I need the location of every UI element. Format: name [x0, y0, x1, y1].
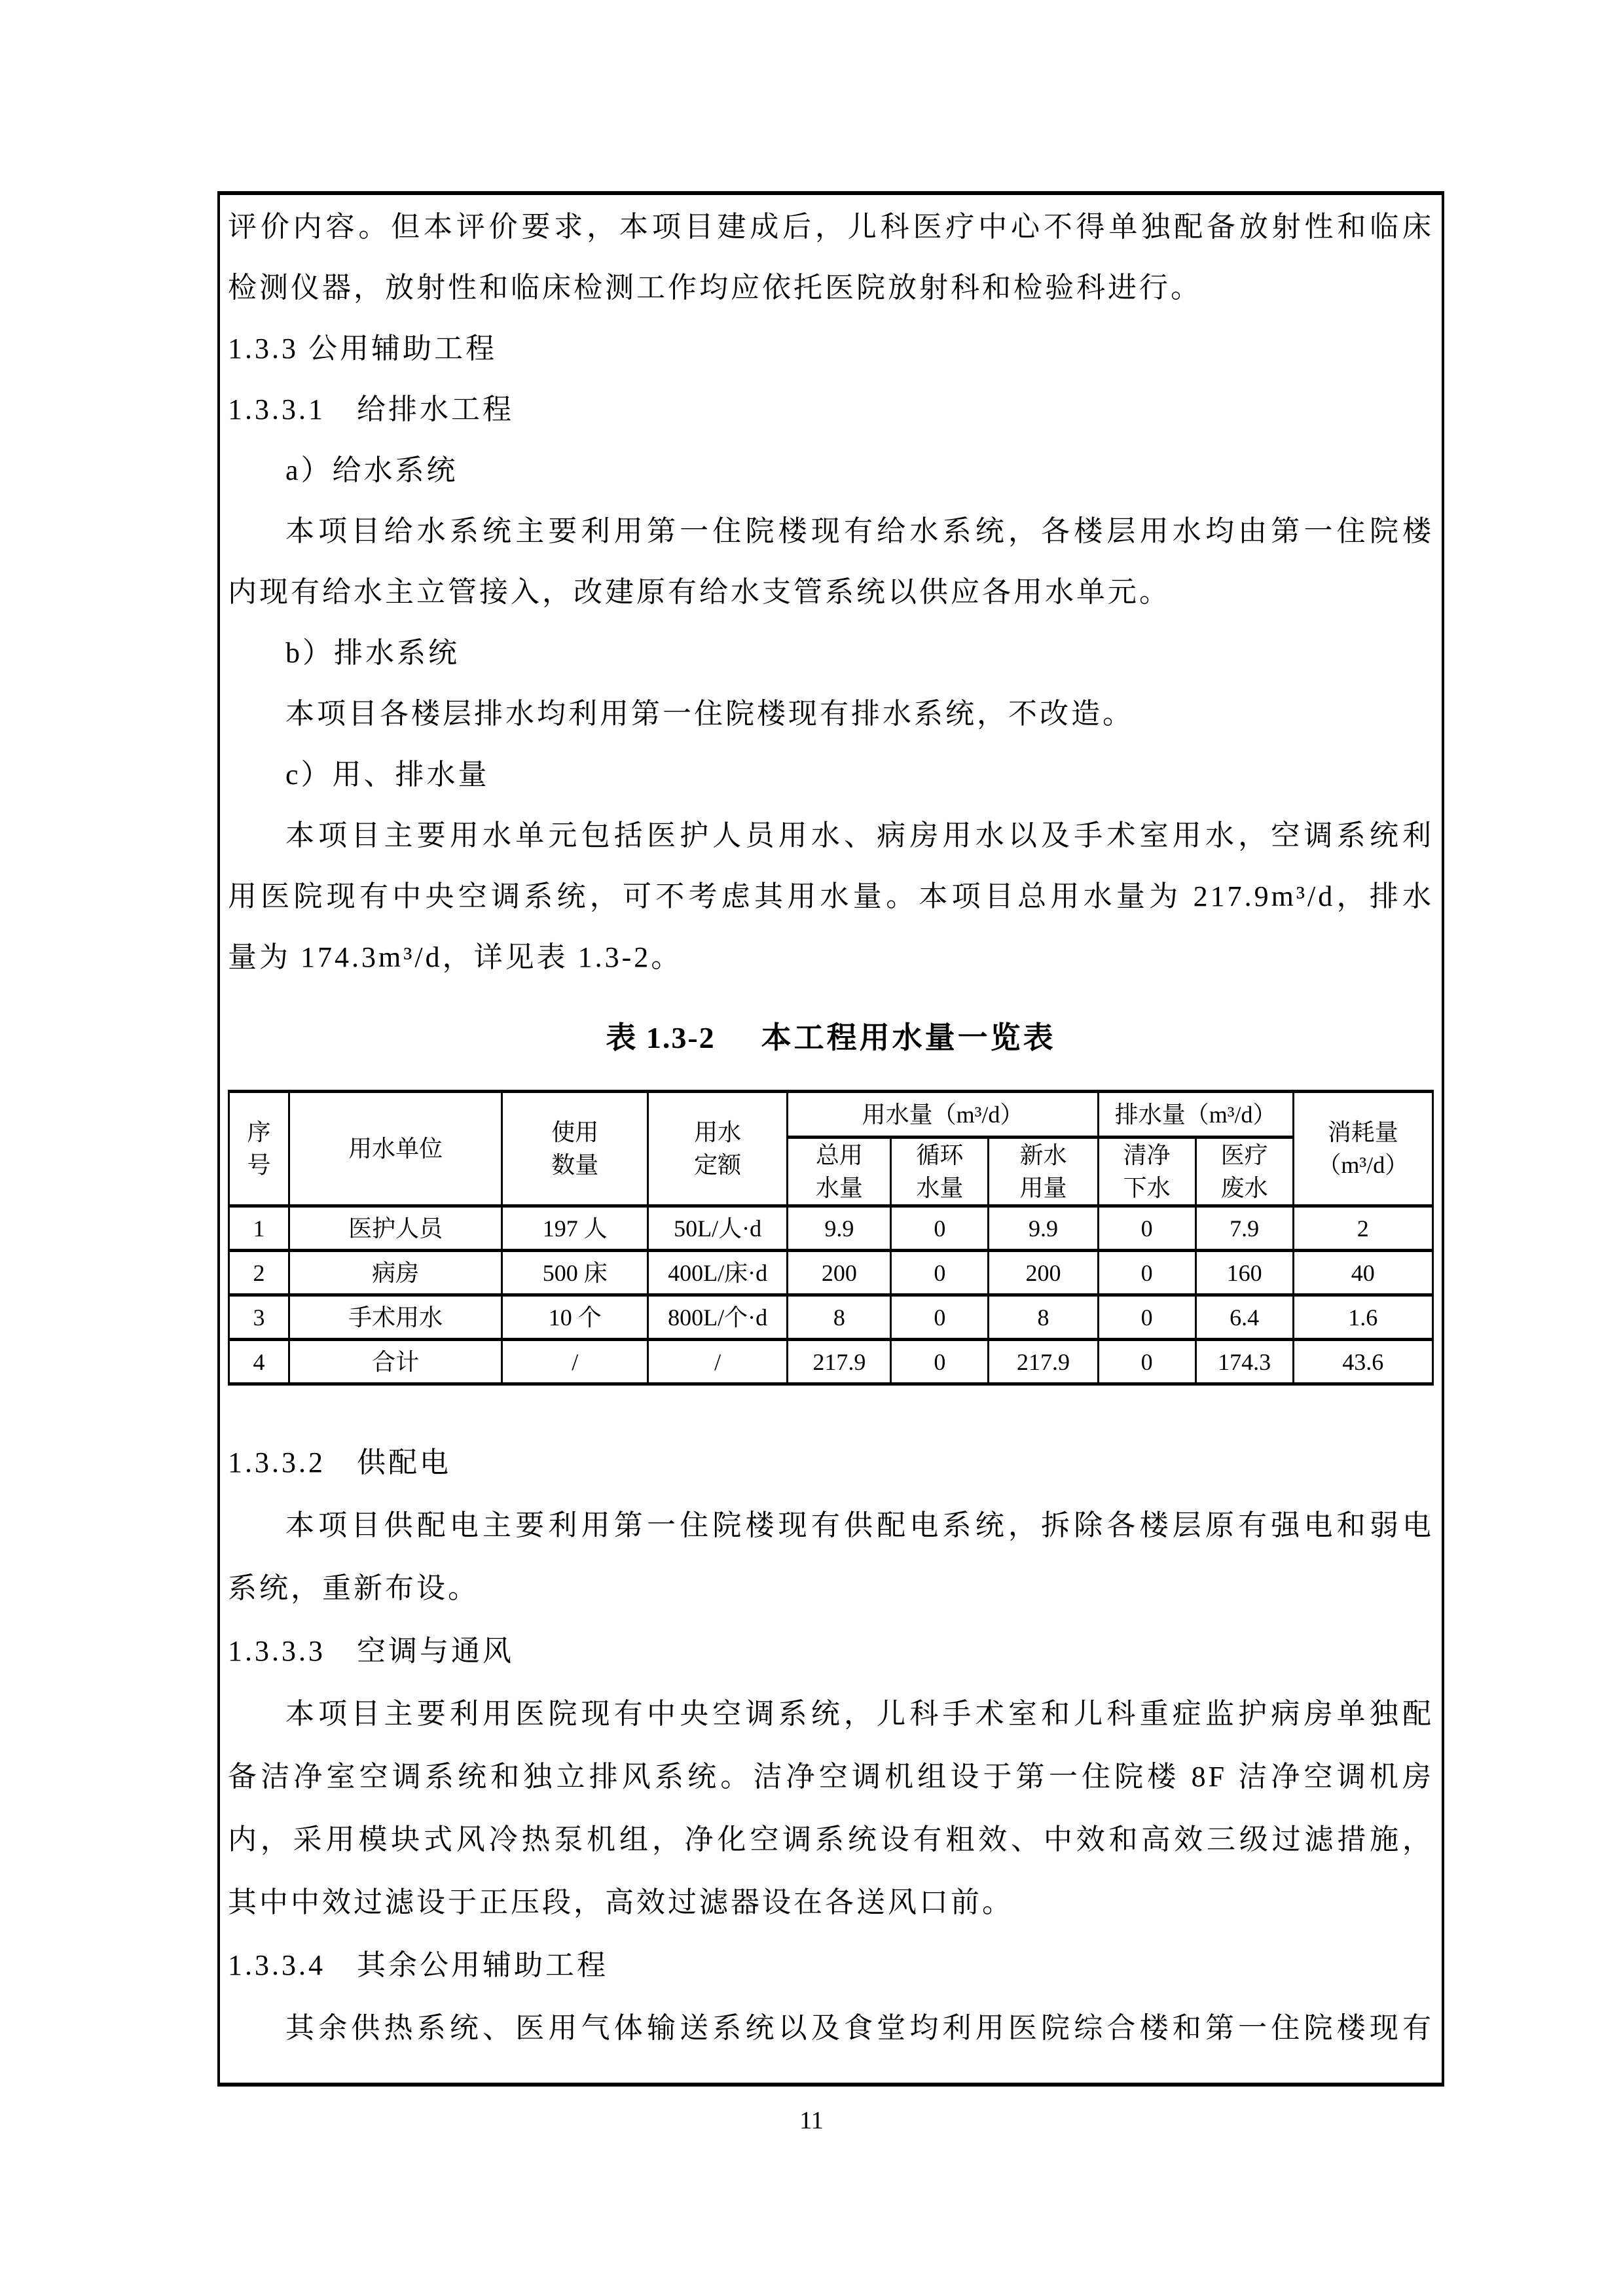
cell-quota: 50L/人·d [647, 1206, 787, 1251]
header-sub-clean-line: 清净 [1123, 1142, 1171, 1168]
table-row [229, 1251, 1433, 1295]
body-line: 评价内容。但本评价要求，本项目建成后，儿科医疗中心不得单独配备放射性和临床 [228, 211, 1434, 243]
cell-fresh: 8 [989, 1295, 1098, 1340]
header-consume [1293, 1092, 1432, 1206]
body-line: 本项目各楼层排水均利用第一住院楼现有排水系统，不改造。 [285, 698, 1134, 730]
body-line: 用医院现有中央空调系统，可不考虑其用水量。本项目总用水量为 217.9m³/d，排水 [228, 880, 1434, 912]
cell-qty: 10 个 [502, 1295, 648, 1340]
cell-seq: 3 [229, 1295, 289, 1340]
header-sub-clean [1098, 1138, 1195, 1206]
header-consume-line: （m³/d） [1317, 1152, 1409, 1178]
body-line: 其中中效过滤设于正压段，高效过滤器设在各送风口前。 [228, 1886, 1013, 1918]
header-sub-total-line: 水量 [815, 1175, 863, 1201]
cell-qty: / [502, 1340, 648, 1384]
section-heading-1-3-3-3: 1.3.3.3 空调与通风 [228, 1635, 514, 1667]
header-seq-line: 序 [247, 1119, 271, 1145]
header-consume-line: 消耗量 [1327, 1119, 1398, 1145]
cell-unit: 医护人员 [289, 1206, 502, 1251]
page-number: 11 [799, 2107, 824, 2134]
cell-seq: 1 [229, 1206, 289, 1251]
cell-medical: 6.4 [1195, 1295, 1293, 1340]
cell-cycle: 0 [891, 1206, 989, 1251]
cell-cycle: 0 [891, 1295, 989, 1340]
header-sub-fresh-line: 用量 [1019, 1175, 1067, 1201]
table-row [229, 1295, 1433, 1340]
cell-clean: 0 [1098, 1206, 1195, 1251]
cell-clean: 0 [1098, 1251, 1195, 1295]
cell-total: 200 [788, 1251, 891, 1295]
header-sub-fresh [989, 1138, 1098, 1206]
header-drain-group: 排水量（m³/d） [1098, 1092, 1293, 1138]
section-heading-1-3-3-1: 1.3.3.1 给排水工程 [228, 393, 514, 425]
cell-cycle: 0 [891, 1340, 989, 1384]
header-sub-cycle [891, 1138, 989, 1206]
item-label-a: a）给水系统 [285, 454, 458, 486]
body-line: 内，采用模块式风冷热泵机组，净化空调系统设有粗效、中效和高效三级过滤措施， [228, 1823, 1434, 1856]
header-sub-total-line: 总用 [815, 1142, 863, 1168]
body-line: 本项目给水系统主要利用第一住院楼现有给水系统，各楼层用水均由第一住院楼 [285, 515, 1434, 547]
body-line: 本项目主要利用医院现有中央空调系统，儿科手术室和儿科重症监护病房单独配 [285, 1698, 1434, 1730]
cell-consume: 40 [1293, 1251, 1432, 1295]
body-line: 内现有给水主立管接入，改建原有给水支管系统以供应各用水单元。 [228, 576, 1171, 608]
body-line: 本项目主要用水单元包括医护人员用水、病房用水以及手术室用水，空调系统利 [285, 819, 1434, 852]
cell-total: 9.9 [788, 1206, 891, 1251]
cell-fresh: 9.9 [989, 1206, 1098, 1251]
cell-consume: 2 [1293, 1206, 1432, 1251]
header-quota-line: 用水 [694, 1119, 742, 1145]
header-unit: 用水单位 [289, 1092, 502, 1206]
header-sub-cycle-line: 水量 [916, 1175, 964, 1201]
cell-medical: 7.9 [1195, 1206, 1293, 1251]
page-content-frame [217, 191, 1444, 2087]
cell-qty: 197 人 [502, 1206, 648, 1251]
body-line: 检测仪器，放射性和临床检测工作均应依托医院放射科和检验科进行。 [228, 272, 1202, 304]
header-sub-clean-line: 下水 [1123, 1175, 1171, 1201]
section-heading-1-3-3-2: 1.3.3.2 供配电 [228, 1446, 451, 1479]
header-sub-medical-line: 医疗 [1220, 1142, 1268, 1168]
header-water-group: 用水量（m³/d） [788, 1092, 1098, 1138]
table-title [228, 1007, 1434, 1069]
header-sub-cycle-line: 循环 [916, 1142, 964, 1168]
cell-quota: / [647, 1340, 787, 1384]
body-line: 备洁净室空调系统和独立排风系统。洁净空调机组设于第一住院楼 8F 洁净空调机房 [228, 1761, 1434, 1793]
body-line: 其余供热系统、医用气体输送系统以及食堂均利用医院综合楼和第一住院楼现有 [285, 2012, 1434, 2044]
header-sub-medical-line: 废水 [1220, 1175, 1268, 1201]
cell-seq: 2 [229, 1251, 289, 1295]
section-heading-1-3-3-4: 1.3.3.4 其余公用辅助工程 [228, 1949, 608, 1981]
cell-clean: 0 [1098, 1340, 1195, 1384]
header-seq-line: 号 [247, 1152, 271, 1178]
cell-unit: 手术用水 [289, 1295, 502, 1340]
header-qty [502, 1092, 648, 1206]
cell-fresh: 200 [989, 1251, 1098, 1295]
header-seq [229, 1092, 289, 1206]
cell-consume: 43.6 [1293, 1340, 1432, 1384]
cell-fresh: 217.9 [989, 1340, 1098, 1384]
body-line: 量为 174.3m³/d，详见表 1.3-2。 [228, 941, 683, 973]
header-sub-total [788, 1138, 891, 1206]
table-row [229, 1206, 1433, 1251]
body-line: 系统，重新布设。 [228, 1572, 479, 1604]
table-title-label: 表 1.3-2 [606, 1021, 716, 1054]
header-quota-line: 定额 [694, 1152, 742, 1178]
cell-quota: 400L/床·d [647, 1251, 787, 1295]
water-usage-table [228, 1090, 1434, 1386]
cell-qty: 500 床 [502, 1251, 648, 1295]
cell-medical: 174.3 [1195, 1340, 1293, 1384]
header-sub-medical [1195, 1138, 1293, 1206]
cell-total: 217.9 [788, 1340, 891, 1384]
cell-unit: 病房 [289, 1251, 502, 1295]
cell-cycle: 0 [891, 1251, 989, 1295]
cell-seq: 4 [229, 1340, 289, 1384]
cell-medical: 160 [1195, 1251, 1293, 1295]
header-sub-fresh-line: 新水 [1019, 1142, 1067, 1168]
header-qty-line: 使用 [551, 1119, 599, 1145]
body-line: 本项目供配电主要利用第一住院楼现有供配电系统，拆除各楼层原有强电和弱电 [285, 1509, 1434, 1541]
item-label-b: b）排水系统 [285, 637, 460, 669]
cell-clean: 0 [1098, 1295, 1195, 1340]
cell-quota: 800L/个·d [647, 1295, 787, 1340]
section-heading-1-3-3: 1.3.3 公用辅助工程 [228, 332, 497, 365]
header-quota [647, 1092, 787, 1206]
item-label-c: c）用、排水量 [285, 759, 490, 791]
header-qty-line: 数量 [551, 1152, 599, 1178]
table-row-total [229, 1340, 1433, 1384]
cell-unit: 合计 [289, 1340, 502, 1384]
cell-consume: 1.6 [1293, 1295, 1432, 1340]
table-header-row-groups [229, 1092, 1433, 1138]
cell-total: 8 [788, 1295, 891, 1340]
table-title-text: 本工程用水量一览表 [761, 1021, 1056, 1054]
